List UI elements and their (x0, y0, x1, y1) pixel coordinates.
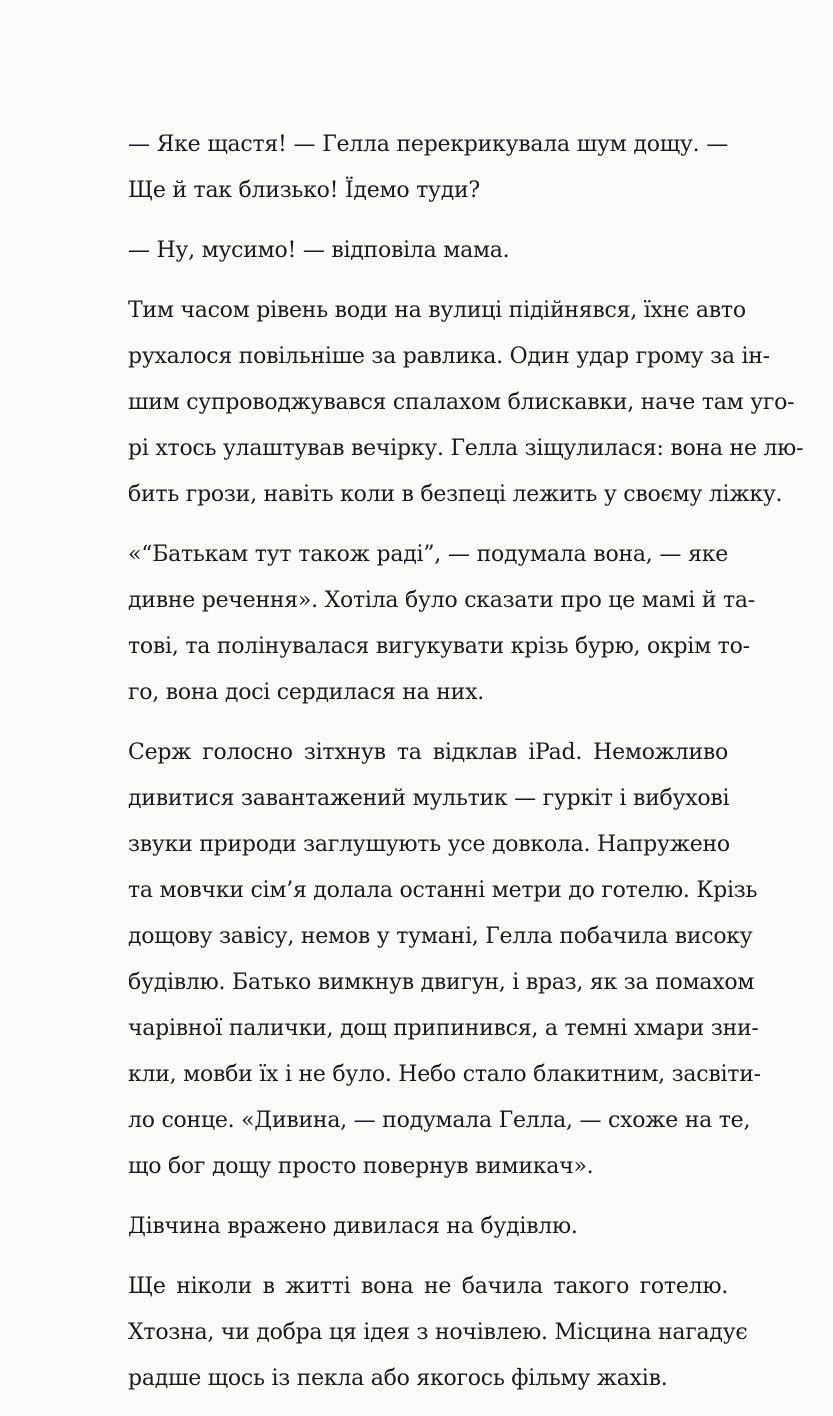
paragraph-7 (128, 1264, 748, 1402)
text-line: радше щось із пекла або якогось фільму жахів. (128, 1366, 668, 1391)
text-line: «“Батькам тут також раді”, — подумала вона, — яке (128, 542, 728, 567)
paragraph-1 (128, 122, 728, 214)
text-line: звуки природи заглушують усе довкола. Напружено (128, 832, 730, 857)
paragraph-3 (128, 288, 804, 518)
text-line: го, вона досі сердилася на них. (128, 680, 484, 705)
text-line: чарівної палички, дощ припинився, а темні хмари зни- (128, 1016, 759, 1041)
text-line: Ще ніколи в житті вона не бачила такого готелю. (128, 1274, 728, 1299)
text-line: бить грози, навіть коли в безпеці лежить у своєму ліжку. (128, 482, 783, 507)
text-line: кли, мовби їх і не було. Небо стало блакитним, засвіти- (128, 1062, 761, 1087)
text-line: ло сонце. «Дивина, — подумала Гелла, — схоже на те, (128, 1108, 751, 1133)
paragraph-6 (128, 1204, 728, 1250)
text-line: Хтозна, чи добра ця ідея з ночівлею. Місцина нагадує (128, 1320, 748, 1345)
text-line: Ще й так близько! Їдемо туди? (128, 178, 480, 203)
text-line: — Яке щастя! — Гелла перекрикувала шум дощу. — (128, 132, 728, 157)
text-line: Дівчина вражено дивилася на будівлю. (128, 1214, 578, 1239)
text-line: Серж голосно зітхнув та відклав iPad. Неможливо (128, 740, 728, 765)
text-line: — Ну, мусимо! — відповіла мама. (128, 238, 510, 263)
paragraph-2 (128, 228, 728, 274)
body-text (128, 122, 804, 1416)
text-line: що бог дощу просто повернув вимикач». (128, 1154, 594, 1179)
paragraph-5 (128, 730, 761, 1190)
text-line: дивитися завантажений мультик — гуркіт і вибухові (128, 786, 730, 811)
text-line: рухалося повільніше за равлика. Один удар грому за ін- (128, 344, 770, 369)
text-line: дивне речення». Хотіла було сказати про це мамі й та- (128, 588, 755, 613)
text-line: та мовчки сім’я долала останні метри до готелю. Крізь (128, 878, 758, 903)
text-line: Тим часом рівень води на вулиці підійнявся, їхнє авто (128, 298, 746, 323)
text-line: тові, та полінувалася вигукувати крізь бурю, окрім то- (128, 634, 750, 659)
text-line: будівлю. Батько вимкнув двигун, і враз, як за помахом (128, 970, 755, 995)
text-line: рі хтось улаштував вечірку. Гелла зіщулилася: вона не лю- (128, 436, 804, 461)
text-line: шим супроводжувався спалахом блискавки, наче там уго- (128, 390, 795, 415)
text-line: дощову завісу, немов у тумані, Гелла побачила високу (128, 924, 753, 949)
paragraph-4 (128, 532, 755, 716)
